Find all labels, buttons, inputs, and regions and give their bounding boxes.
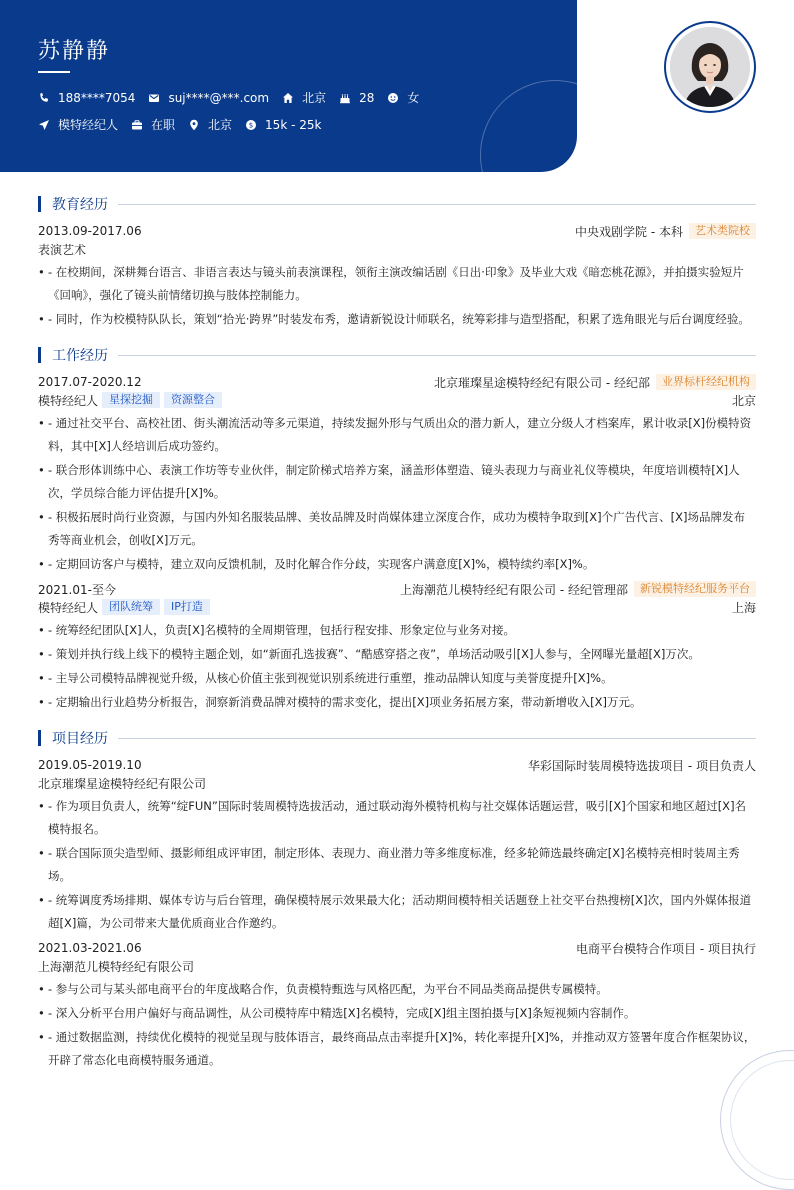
entry-date: 2021.01-至今 bbox=[38, 582, 116, 597]
role-with-tags bbox=[38, 599, 210, 616]
section-label: 教育经历 bbox=[52, 197, 108, 213]
project-org: 北京璀璨星途模特经纪有限公司 bbox=[38, 776, 207, 791]
job-title-text: 模特经纪人 bbox=[58, 118, 119, 132]
entry-subheader bbox=[38, 774, 756, 792]
candidate-name: 苏静静 bbox=[38, 39, 111, 64]
gender-text: 女 bbox=[407, 91, 420, 105]
role: 模特经纪人 bbox=[38, 600, 99, 615]
send-icon bbox=[38, 119, 50, 131]
contact-row bbox=[38, 89, 432, 106]
skill-tag: IP打造 bbox=[164, 599, 210, 615]
list-item: • - 深入分析平台用户偏好与商品调性，从公司模特库中精选[X]名模特，完成[X]组主图拍摄与[X]条短视频内容制作。 bbox=[38, 1002, 756, 1025]
briefcase-icon bbox=[131, 119, 143, 131]
job-row bbox=[38, 116, 334, 133]
section-divider bbox=[118, 355, 756, 356]
job-city-text: 北京 bbox=[208, 118, 233, 132]
entry-bullets bbox=[38, 795, 756, 935]
skill-tag: 资源整合 bbox=[164, 392, 222, 408]
list-item: • - 通过社交平台、高校社团、街头潮流活动等多元渠道，持续发掘外形与气质出众的潜力新人，建立分级人才档案库，累计收录[X]份模特资料，其中[X]人经培训后成功签约。 bbox=[38, 412, 756, 458]
list-item: • - 策划并执行线上线下的模特主题企划，如“新面孔选拔赛”、“酷感穿搭之夜”，单场活动吸引[X]人参与，全网曝光量超[X]万次。 bbox=[38, 643, 756, 666]
skill-tag: 团队统筹 bbox=[102, 599, 160, 615]
role-with-tags bbox=[38, 392, 222, 409]
entry-subheader bbox=[38, 957, 756, 975]
school-name: 中央戏剧学院 - 本科 bbox=[575, 224, 683, 239]
entry-bullets bbox=[38, 261, 756, 331]
entry-bullets bbox=[38, 978, 756, 1072]
resume-body bbox=[38, 194, 756, 1086]
avatar bbox=[670, 27, 750, 107]
age-text: 28 bbox=[359, 90, 375, 105]
company-name: 北京璀璨星途模特经纪有限公司 - 经纪部 bbox=[434, 375, 650, 390]
job-salary bbox=[245, 118, 321, 132]
entry-header bbox=[38, 756, 756, 774]
svg-text:$: $ bbox=[248, 121, 254, 130]
work-entry bbox=[38, 580, 756, 714]
entry-subheader bbox=[38, 598, 756, 616]
entry-date: 2017.07-2020.12 bbox=[38, 375, 142, 389]
entry-subheader bbox=[38, 240, 756, 258]
list-item: • - 定期输出行业趋势分析报告，洞察新消费品牌对模特的需求变化，提出[X]项业务拓展方案，带动新增收入[X]万元。 bbox=[38, 691, 756, 714]
cake-icon bbox=[339, 92, 351, 104]
project-org: 上海潮范儿模特经纪有限公司 bbox=[38, 959, 195, 974]
salary-icon bbox=[245, 119, 257, 131]
list-item: • - 定期回访客户与模特，建立双向反馈机制，及时化解合作分歧，实现客户满意度[X]%，模特续约率[X]%。 bbox=[38, 553, 756, 576]
resume-header bbox=[0, 0, 577, 172]
contact-age bbox=[339, 91, 374, 105]
gender-icon bbox=[387, 92, 399, 104]
name-underline bbox=[38, 71, 70, 73]
section-divider bbox=[118, 204, 756, 205]
list-item: • - 联合国际顶尖造型师、摄影师组成评审团，制定形体、表现力、商业潜力等多维度标准，经多轮筛选最终确定[X]名模特亮相时装周主秀场。 bbox=[38, 842, 756, 888]
phone-text: 188****7054 bbox=[58, 90, 136, 105]
education-section bbox=[38, 194, 756, 331]
entry-date: 2013.09-2017.06 bbox=[38, 224, 142, 238]
section-label: 工作经历 bbox=[52, 348, 108, 364]
skill-tag: 星探挖掘 bbox=[102, 392, 160, 408]
entry-org bbox=[400, 581, 756, 598]
section-marker bbox=[38, 196, 41, 212]
project-entry bbox=[38, 756, 756, 935]
section-marker bbox=[38, 730, 41, 746]
project-name: 华彩国际时装周模特选拔项目 - 项目负责人 bbox=[528, 758, 756, 773]
home-icon bbox=[282, 92, 294, 104]
email-text: suj****@***.com bbox=[168, 90, 270, 105]
job-status bbox=[131, 116, 175, 133]
entry-date: 2019.05-2019.10 bbox=[38, 758, 142, 772]
entry-header bbox=[38, 939, 756, 957]
entry-header bbox=[38, 580, 756, 598]
list-item: • - 作为项目负责人，统筹“绽FUN”国际时装周模特选拔活动，通过联动海外模特机构与社交媒体话题运营，吸引[X]个国家和地区超过[X]名模特报名。 bbox=[38, 795, 756, 841]
project-name: 电商平台模特合作项目 - 项目执行 bbox=[576, 941, 756, 956]
list-item: • - 积极拓展时尚行业资源，与国内外知名服装品牌、美妆品牌及时尚媒体建立深度合作，成功为模特争取到[X]个广告代言、[X]场品牌发布秀等商业机会，创收[X]万元。 bbox=[38, 506, 756, 552]
contact-home bbox=[282, 89, 326, 106]
school-badge: 艺术类院校 bbox=[689, 223, 756, 239]
work-city: 北京 bbox=[731, 393, 756, 408]
work-section bbox=[38, 345, 756, 714]
job-salary-text: 15k - 25k bbox=[265, 117, 322, 132]
job-title bbox=[38, 116, 118, 133]
entry-subheader bbox=[38, 391, 756, 409]
list-item: • - 统筹调度秀场排期、媒体专访与后台管理，确保模特展示效果最大化；活动期间模特相关话题登上社交平台热搜榜[X]次，国内外媒体报道超[X]篇，为公司带来大量优质商业合作邀约。 bbox=[38, 889, 756, 935]
list-item: • - 参与公司与某头部电商平台的年度战略合作，负责模特甄选与风格匹配，为平台不同品类商品提供专属模特。 bbox=[38, 978, 756, 1001]
section-label: 项目经历 bbox=[52, 731, 108, 747]
role: 模特经纪人 bbox=[38, 393, 99, 408]
entry-date: 2021.03-2021.06 bbox=[38, 941, 142, 955]
section-divider bbox=[118, 738, 756, 739]
list-item: • - 通过数据监测，持续优化模特的视觉呈现与肢体语言，最终商品点击率提升[X]%，转化率提升[X]%，并推动双方签署年度合作框架协议，开辟了常态化电商模特服务通道。 bbox=[38, 1026, 756, 1072]
entry-header bbox=[38, 373, 756, 391]
entry-bullets bbox=[38, 619, 756, 714]
list-item: • - 同时，作为校模特队队长，策划“拾光·跨界”时装发布秀，邀请新锐设计师联名，统筹彩排与造型搭配，积累了选角眼光与后台调度经验。 bbox=[38, 308, 756, 331]
list-item: • - 在校期间，深耕舞台语言、非语言表达与镜头前表演课程，领衔主演改编话剧《日出·印象》及毕业大戏《暗恋桃花源》，并拍摄实验短片《回响》，强化了镜头前情绪切换与肢体控制能力。 bbox=[38, 261, 756, 307]
work-title bbox=[38, 345, 756, 365]
section-marker bbox=[38, 347, 41, 363]
contact-phone bbox=[38, 91, 135, 105]
project-entry bbox=[38, 939, 756, 1072]
mail-icon bbox=[148, 92, 160, 104]
list-item: • - 联合形体训练中心、表演工作坊等专业伙伴，制定阶梯式培养方案，涵盖形体塑造、镜头表现力与商业礼仪等模块，年度培训模特[X]人次，学员综合能力评估提升[X]%。 bbox=[38, 459, 756, 505]
job-city bbox=[188, 116, 232, 133]
education-entry bbox=[38, 222, 756, 331]
company-badge: 业界标杆经纪机构 bbox=[656, 374, 756, 390]
entry-org bbox=[575, 223, 756, 240]
list-item: • - 统筹经纪团队[X]人，负责[X]名模特的全周期管理，包括行程安排、形象定位与业务对接。 bbox=[38, 619, 756, 642]
avatar-frame bbox=[664, 21, 756, 113]
education-title bbox=[38, 194, 756, 214]
job-status-text: 在职 bbox=[151, 118, 176, 132]
projects-title bbox=[38, 728, 756, 748]
phone-icon bbox=[38, 92, 50, 104]
contact-email bbox=[148, 91, 269, 105]
work-entry bbox=[38, 373, 756, 576]
entry-bullets bbox=[38, 412, 756, 576]
projects-section bbox=[38, 728, 756, 1072]
location-icon bbox=[188, 119, 200, 131]
company-name: 上海潮范儿模特经纪有限公司 - 经纪管理部 bbox=[400, 582, 628, 597]
work-city: 上海 bbox=[731, 600, 756, 615]
contact-gender bbox=[387, 89, 419, 106]
entry-org bbox=[434, 374, 756, 391]
home-text: 北京 bbox=[302, 91, 327, 105]
major: 表演艺术 bbox=[38, 242, 87, 257]
entry-header bbox=[38, 222, 756, 240]
header-decoration bbox=[480, 80, 577, 172]
company-badge: 新锐模特经纪服务平台 bbox=[634, 581, 756, 597]
list-item: • - 主导公司模特品牌视觉升级，从核心价值主张到视觉识别系统进行重塑，推动品牌认知度与美誉度提升[X]%。 bbox=[38, 667, 756, 690]
